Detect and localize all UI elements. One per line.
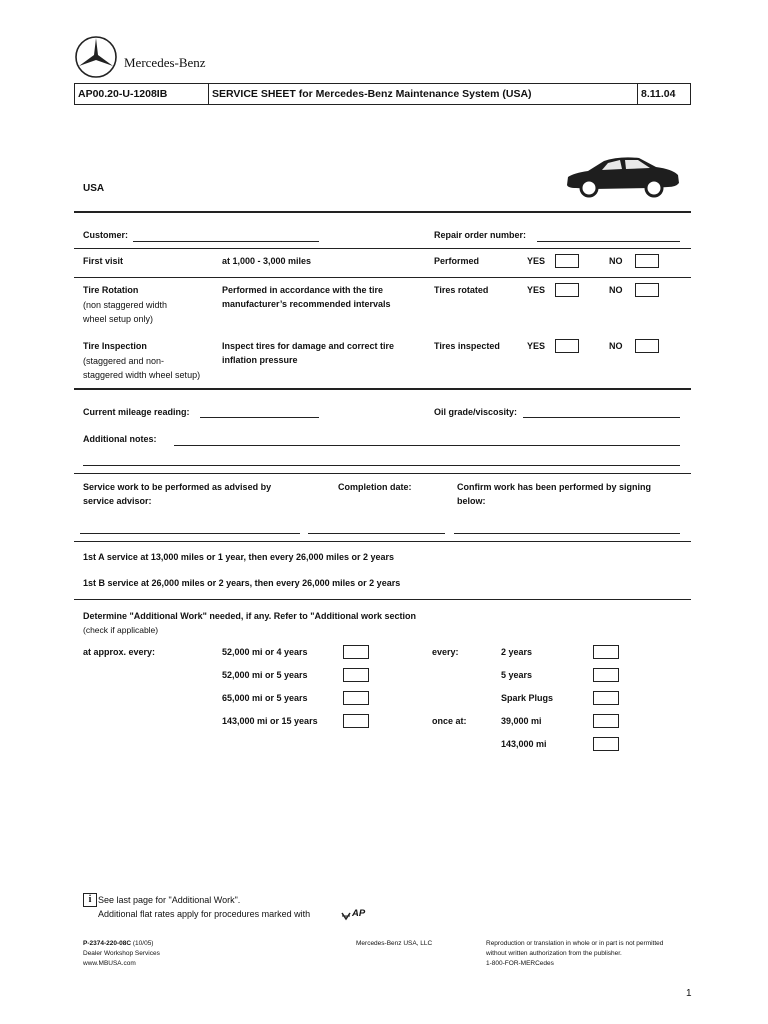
- flat-rate-mark-icon: [341, 908, 351, 918]
- mileage-field[interactable]: [200, 417, 319, 418]
- first-visit-yes-label: YES: [527, 256, 546, 266]
- once-item-2-checkbox[interactable]: [593, 737, 619, 751]
- tire-rotation-note-1: (non staggered width: [83, 300, 168, 310]
- header-bar: [74, 83, 691, 105]
- approx-item-3: 65,000 mi or 5 years: [222, 693, 308, 703]
- tire-inspection-note-2: staggered width wheel setup): [83, 370, 201, 380]
- mercedes-star-logo: [74, 35, 118, 79]
- every-item-1: 2 years: [501, 647, 533, 657]
- page-number: 1: [686, 988, 692, 999]
- approx-item-1-checkbox[interactable]: [343, 645, 369, 659]
- footer-part-number: P-2374-220-08C: [83, 940, 132, 947]
- tires-rotated-label: Tires rotated: [434, 285, 489, 295]
- tire-rotation-note-2: wheel setup only): [83, 314, 154, 324]
- once-item-2: 143,000 mi: [501, 739, 547, 749]
- additional-work-title: Determine "Additional Work" needed, if any. Refer to "Additional work section: [83, 611, 417, 621]
- tires-inspected-label: Tires inspected: [434, 341, 500, 351]
- document-date: 8.11.04: [641, 88, 676, 100]
- b-service-schedule: 1st B service at 26,000 miles or 2 years, then every 26,000 miles or 2 years: [83, 578, 401, 588]
- info-line-1: See last page for "Additional Work".: [98, 895, 241, 905]
- additional-notes-label: Additional notes:: [83, 434, 157, 444]
- tire-rotation-label: Tire Rotation: [83, 285, 139, 295]
- mileage-label: Current mileage reading:: [83, 407, 190, 417]
- tire-rotation-yes-checkbox[interactable]: [555, 283, 579, 297]
- additional-notes-field-2[interactable]: [83, 465, 680, 466]
- first-visit-no-label: NO: [609, 256, 623, 266]
- customer-field[interactable]: [133, 241, 319, 242]
- tire-inspection-no-label: NO: [609, 341, 623, 351]
- every-item-2: 5 years: [501, 670, 533, 680]
- every-item-2-checkbox[interactable]: [593, 668, 619, 682]
- footer-company: Mercedes-Benz USA, LLC: [356, 940, 433, 947]
- tire-rotation-no-checkbox[interactable]: [635, 283, 659, 297]
- approx-item-4: 143,000 mi or 15 years: [222, 716, 318, 726]
- info-line-2: Additional flat rates apply for procedures marked with: [98, 909, 311, 919]
- footer-legal-2: without written authorization from the publisher.: [486, 950, 622, 957]
- confirm-signature-label-2: below:: [457, 496, 486, 506]
- approx-item-2: 52,000 mi or 5 years: [222, 670, 308, 680]
- tire-inspection-label: Tire Inspection: [83, 341, 147, 351]
- footer-dept: Dealer Workshop Services: [83, 950, 160, 957]
- footer-legal-1: Reproduction or translation in whole or in part is not permitted: [486, 940, 664, 947]
- tire-inspection-desc-1: Inspect tires for damage and correct tire: [222, 341, 395, 351]
- document-code: AP00.20-U-1208IB: [78, 88, 168, 100]
- footer-part-number-line: [83, 939, 153, 949]
- once-at-label: once at:: [432, 716, 467, 726]
- tire-rotation-desc-2: manufacturer’s recommended intervals: [222, 299, 391, 309]
- signature-field[interactable]: [454, 533, 680, 534]
- service-advisor-label-2: service advisor:: [83, 496, 152, 506]
- repair-order-label: Repair order number:: [434, 230, 527, 240]
- first-visit-yes-checkbox[interactable]: [555, 254, 579, 268]
- region-label: USA: [83, 183, 105, 194]
- info-icon: i: [83, 893, 97, 907]
- flat-rate-mark-text: AP: [352, 908, 366, 919]
- footer-website[interactable]: www.MBUSA.com: [83, 960, 136, 967]
- tire-inspection-no-checkbox[interactable]: [635, 339, 659, 353]
- approx-every-label: at approx. every:: [83, 647, 156, 657]
- additional-work-subtitle: (check if applicable): [83, 625, 159, 635]
- service-advisor-label-1: Service work to be performed as advised by: [83, 482, 272, 492]
- approx-item-2-checkbox[interactable]: [343, 668, 369, 682]
- every-item-3-checkbox[interactable]: [593, 691, 619, 705]
- footer-part-date: (10/05): [132, 940, 154, 947]
- first-visit-range: at 1,000 - 3,000 miles: [222, 256, 312, 266]
- completion-date-field[interactable]: [308, 533, 445, 534]
- brand-name: Mercedes-Benz: [124, 55, 206, 70]
- first-visit-status-label: Performed: [434, 256, 480, 266]
- document-title: SERVICE SHEET for Mercedes-Benz Maintenance System (USA): [212, 88, 532, 100]
- once-item-1: 39,000 mi: [501, 716, 542, 726]
- every-label: every:: [432, 647, 459, 657]
- every-item-3: Spark Plugs: [501, 693, 554, 703]
- every-item-1-checkbox[interactable]: [593, 645, 619, 659]
- confirm-signature-label-1: Confirm work has been performed by signing: [457, 482, 652, 492]
- approx-item-1: 52,000 mi or 4 years: [222, 647, 308, 657]
- additional-notes-field-1[interactable]: [174, 445, 680, 446]
- a-service-schedule: 1st A service at 13,000 miles or 1 year, then every 26,000 miles or 2 years: [83, 552, 395, 562]
- tire-inspection-yes-checkbox[interactable]: [555, 339, 579, 353]
- first-visit-label: First visit: [83, 256, 124, 266]
- tire-inspection-note-1: (staggered and non-: [83, 356, 165, 366]
- customer-label: Customer:: [83, 230, 129, 240]
- tire-inspection-desc-2: inflation pressure: [222, 355, 298, 365]
- footer-phone: 1-800-FOR-MERCedes: [486, 960, 554, 967]
- tire-rotation-yes-label: YES: [527, 285, 546, 295]
- first-visit-no-checkbox[interactable]: [635, 254, 659, 268]
- approx-item-3-checkbox[interactable]: [343, 691, 369, 705]
- oil-grade-field[interactable]: [523, 417, 680, 418]
- repair-order-field[interactable]: [537, 241, 680, 242]
- completion-date-label: Completion date:: [338, 482, 412, 492]
- once-item-1-checkbox[interactable]: [593, 714, 619, 728]
- service-advisor-field[interactable]: [80, 533, 300, 534]
- approx-item-4-checkbox[interactable]: [343, 714, 369, 728]
- tire-inspection-yes-label: YES: [527, 341, 546, 351]
- tire-rotation-desc-1: Performed in accordance with the tire: [222, 285, 384, 295]
- tire-rotation-no-label: NO: [609, 285, 623, 295]
- car-illustration: [564, 155, 682, 199]
- oil-grade-label: Oil grade/viscosity:: [434, 407, 518, 417]
